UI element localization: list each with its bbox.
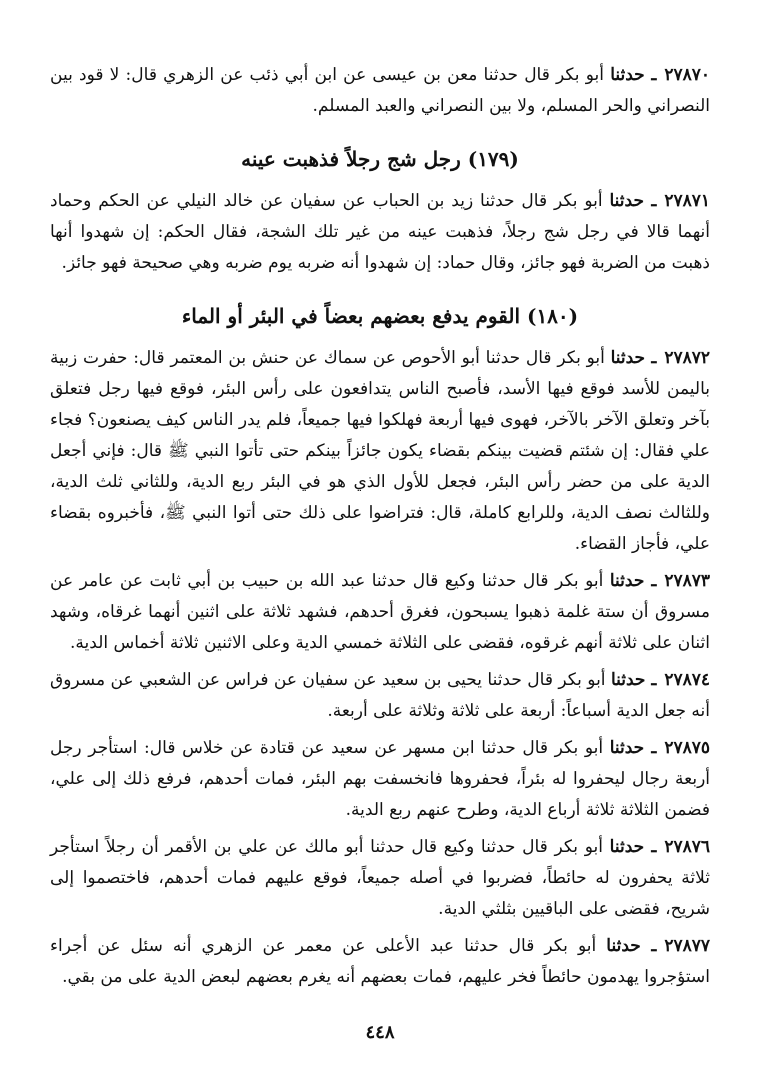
hadith-text: أبو بكر قال حدثنا أبو الأحوص عن سماك عن حنش بن المعتمر قال: حفرت زبية باليمن للأسد فوقع فيها الأسد، فأصبح الناس يتدافعون على رأس البئر، فوقع فيها رجل فتعلق بآخر وتعلق الآخر بالآخر، فهوى فيها أربعة فهلكوا فيها جميعاً، فلم يدر الناس كيف يصنعون؟ فجاء علي فقال: إن شئتم قضيت بينكم بقضاء يكون جائزاً بينكم حتى تأتوا النبي ﷺ قال: فإني أجعل الدية على من حضر رأس البئر، فجعل للأول الذي هو في البئر ربع الدية، وللثاني ثلث الدية، وللثالث نصف الدية، وللرابع كاملة، قال: فتراضوا على ذلك حتى أتوا النبي ﷺ، فأخبروه بقضاء علي، فأجاز القضاء.: [50, 348, 710, 554]
hadith-number: ٢٧٨٧٣: [664, 571, 711, 591]
hadith-text: أبو بكر قال حدثنا وكيع قال حدثنا أبو مالك عن علي بن الأقمر أن رجلاً استأجر ثلاثة يحفرون له حائطاً، فضربوا في أصله جميعاً، فوقع عليهم فمات أحدهم، فاختصموا إلى شريح، فقضى على الباقيين بثلثي الدية.: [50, 837, 710, 919]
hadith-lead: ـ حدثنا: [606, 936, 657, 956]
hadith-27873: [50, 566, 710, 659]
hadith-number: ٢٧٨٧٧: [664, 936, 710, 956]
hadith-number: ٢٧٨٧٥: [664, 738, 710, 758]
hadith-lead: ـ حدثنا: [610, 348, 657, 368]
hadith-lead: ـ حدثنا: [610, 670, 657, 690]
hadith-lead: ـ حدثنا: [609, 738, 657, 758]
section-heading-179: (١٧٩) رجل شج رجلاً فذهبت عينه: [241, 147, 519, 171]
hadith-lead: ـ حدثنا: [609, 571, 657, 591]
hadith-number: ٢٧٨٧٠: [664, 65, 711, 85]
hadith-text: أبو بكر قال حدثنا زيد بن الحباب عن سفيان عن خالد النيلي عن الحكم وحماد أنهما قالا في رجل شج رجلاً، فذهبت عينه من غير تلك الشجة، فقال الحكم: إن شهدوا أنها ذهبت من الضربة فهو جائز، وقال حماد: إن شهدوا أنه ضربه يوم ضربه وهي صحيحة فهو جائز.: [50, 191, 710, 273]
hadith-27877: [50, 931, 710, 993]
hadith-number: ٢٧٨٧٤: [664, 670, 710, 690]
page-number: ٤٤٨: [365, 1022, 395, 1043]
hadith-number: ٢٧٨٧١: [664, 191, 711, 211]
hadith-text: أبو بكر قال حدثنا معن بن عيسى عن ابن أبي ذئب عن الزهري قال: لا قود بين النصراني والحر المسلم، ولا بين النصراني والعبد المسلم.: [50, 65, 710, 116]
hadith-lead: ـ حدثنا: [610, 65, 657, 85]
hadith-text: أبو بكر قال حدثنا يحيى بن سعيد عن سفيان عن فراس عن الشعبي عن مسروق أنه جعل الدية أسباعاً: أربعة على ثلاثة وثلاثة على أربعة.: [50, 670, 710, 721]
hadith-27874: [50, 665, 710, 727]
hadith-number: ٢٧٨٧٢: [664, 348, 710, 368]
hadith-27871: [50, 186, 710, 279]
hadith-27870: [50, 60, 710, 122]
hadith-lead: ـ حدثنا: [609, 191, 657, 211]
hadith-27872: [50, 343, 710, 560]
section-heading-180: (١٨٠) القوم يدفع بعضهم بعضاً في البئر أو الماء: [181, 304, 579, 328]
hadith-text: أبو بكر قال حدثنا ابن مسهر عن سعيد عن قتادة عن خلاس قال: استأجر رجل أربعة رجال ليحفروا له بئراً، فحفروها فانخسفت بهم البئر، فمات أحدهم، فرفع ذلك إلى علي، فضمن الثلاثة ثلاثة أرباع الدية، وطرح عنهم ربع الدية.: [50, 738, 710, 820]
hadith-text: أبو بكر قال حدثنا وكيع قال حدثنا عبد الله بن حبيب بن أبي ثابت عن عامر عن مسروق أن ستة غلمة ذهبوا يسبحون، فغرق أحدهم، فشهد ثلاثة على اثنين أنهما غرقاه، وشهد اثنان على ثلاثة أنهم غرقوه، فقضى على الثلاثة خمسي الدية وعلى الاثنين ثلاثة أخماس الدية.: [50, 571, 710, 653]
hadith-lead: ـ حدثنا: [609, 837, 657, 857]
hadith-text: أبو بكر قال حدثنا عبد الأعلى عن معمر عن الزهري أنه سئل عن أجراء استؤجروا يهدمون حائطاً فخر عليهم، فمات بعضهم أنه يغرم بعضهم لبعض الدية على من بقي.: [50, 936, 710, 987]
hadith-number: ٢٧٨٧٦: [664, 837, 710, 857]
hadith-27876: [50, 832, 710, 925]
hadith-27875: [50, 733, 710, 826]
